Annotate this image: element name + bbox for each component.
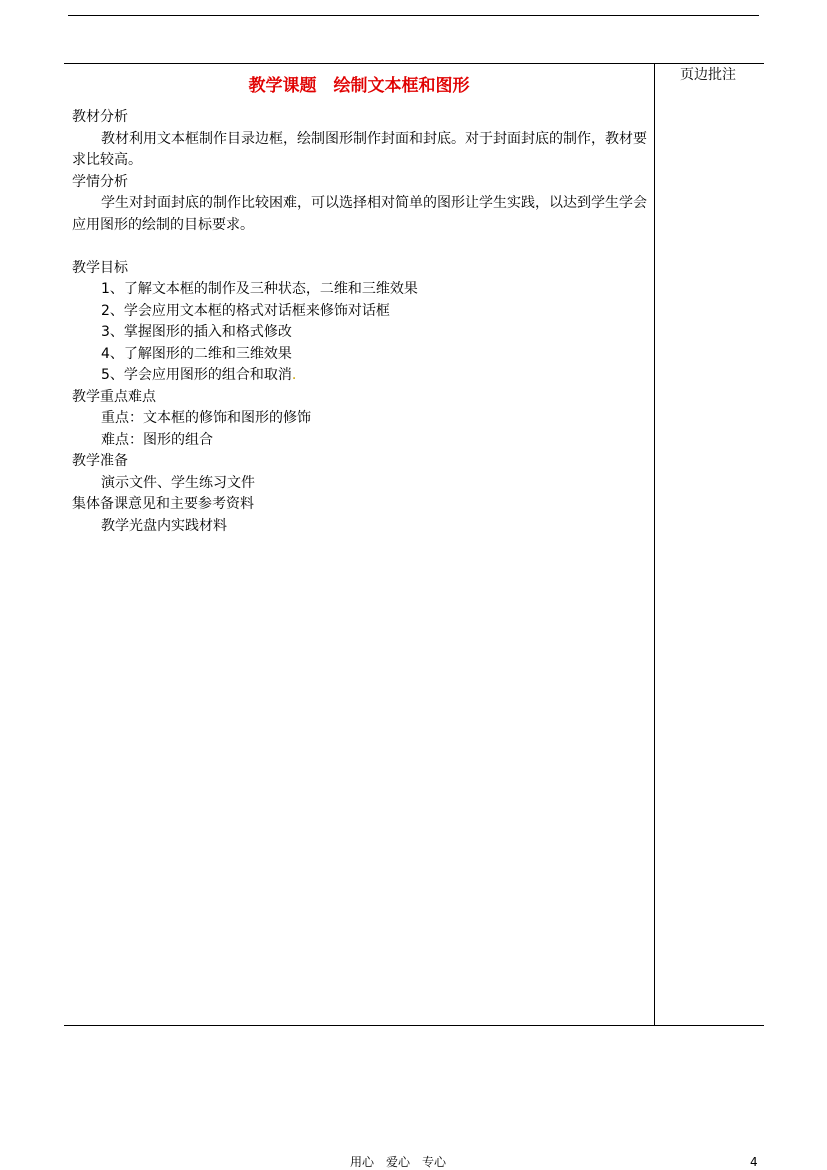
goal-item: 1、了解文本框的制作及三种状态，二维和三维效果 [101,281,418,297]
margin-notes-header: 页边批注 [680,67,736,83]
lesson-content [72,107,648,537]
page-number: 4 [750,1155,758,1169]
table-top-border [64,63,764,64]
footer-slogan: 用心 爱心 专心 [350,1155,447,1169]
lesson-title: 教学课题 绘制文本框和图形 [248,76,470,96]
references-text: 教学光盘内实践材料 [101,517,227,534]
materials-paragraph: 教材利用文本框制作目录边框，绘制图形制作封面和封底。对于封面封底的制作，教材要求比较高。 [72,130,647,168]
table-bottom-border [64,1025,764,1026]
difficulty-point: 难点：图形的组合 [101,431,213,448]
preparation-text: 演示文件、学生练习文件 [101,474,255,491]
margin-column-divider [654,63,655,1025]
students-paragraph: 学生对封面封底的制作比较困难，可以选择相对简单的图形让学生实践，以达到学生学会应用图形的绘制的目标要求。 [72,195,647,233]
section-heading-references: 集体备课意见和主要参考资料 [72,496,254,512]
goal-item: 2、学会应用文本框的格式对话框来修饰对话框 [101,302,390,319]
section-heading-preparation: 教学准备 [72,453,128,469]
goal-item: 4、了解图形的二维和三维效果 [101,345,292,362]
header-rule [68,15,759,16]
section-heading-goals: 教学目标 [72,259,128,276]
key-point: 重点：文本框的修饰和图形的修饰 [101,410,311,426]
section-heading-materials: 教材分析 [72,109,128,125]
goal-item-text: 5、学会应用图形的组合和取消 [101,367,292,383]
goal-item: 3、掌握图形的插入和格式修改 [101,324,292,340]
goal-item-5 [72,365,648,387]
trailing-dot: . [291,367,297,383]
section-heading-students: 学情分析 [72,173,128,190]
section-heading-key-points: 教学重点难点 [72,388,156,405]
blank-line [72,236,648,258]
